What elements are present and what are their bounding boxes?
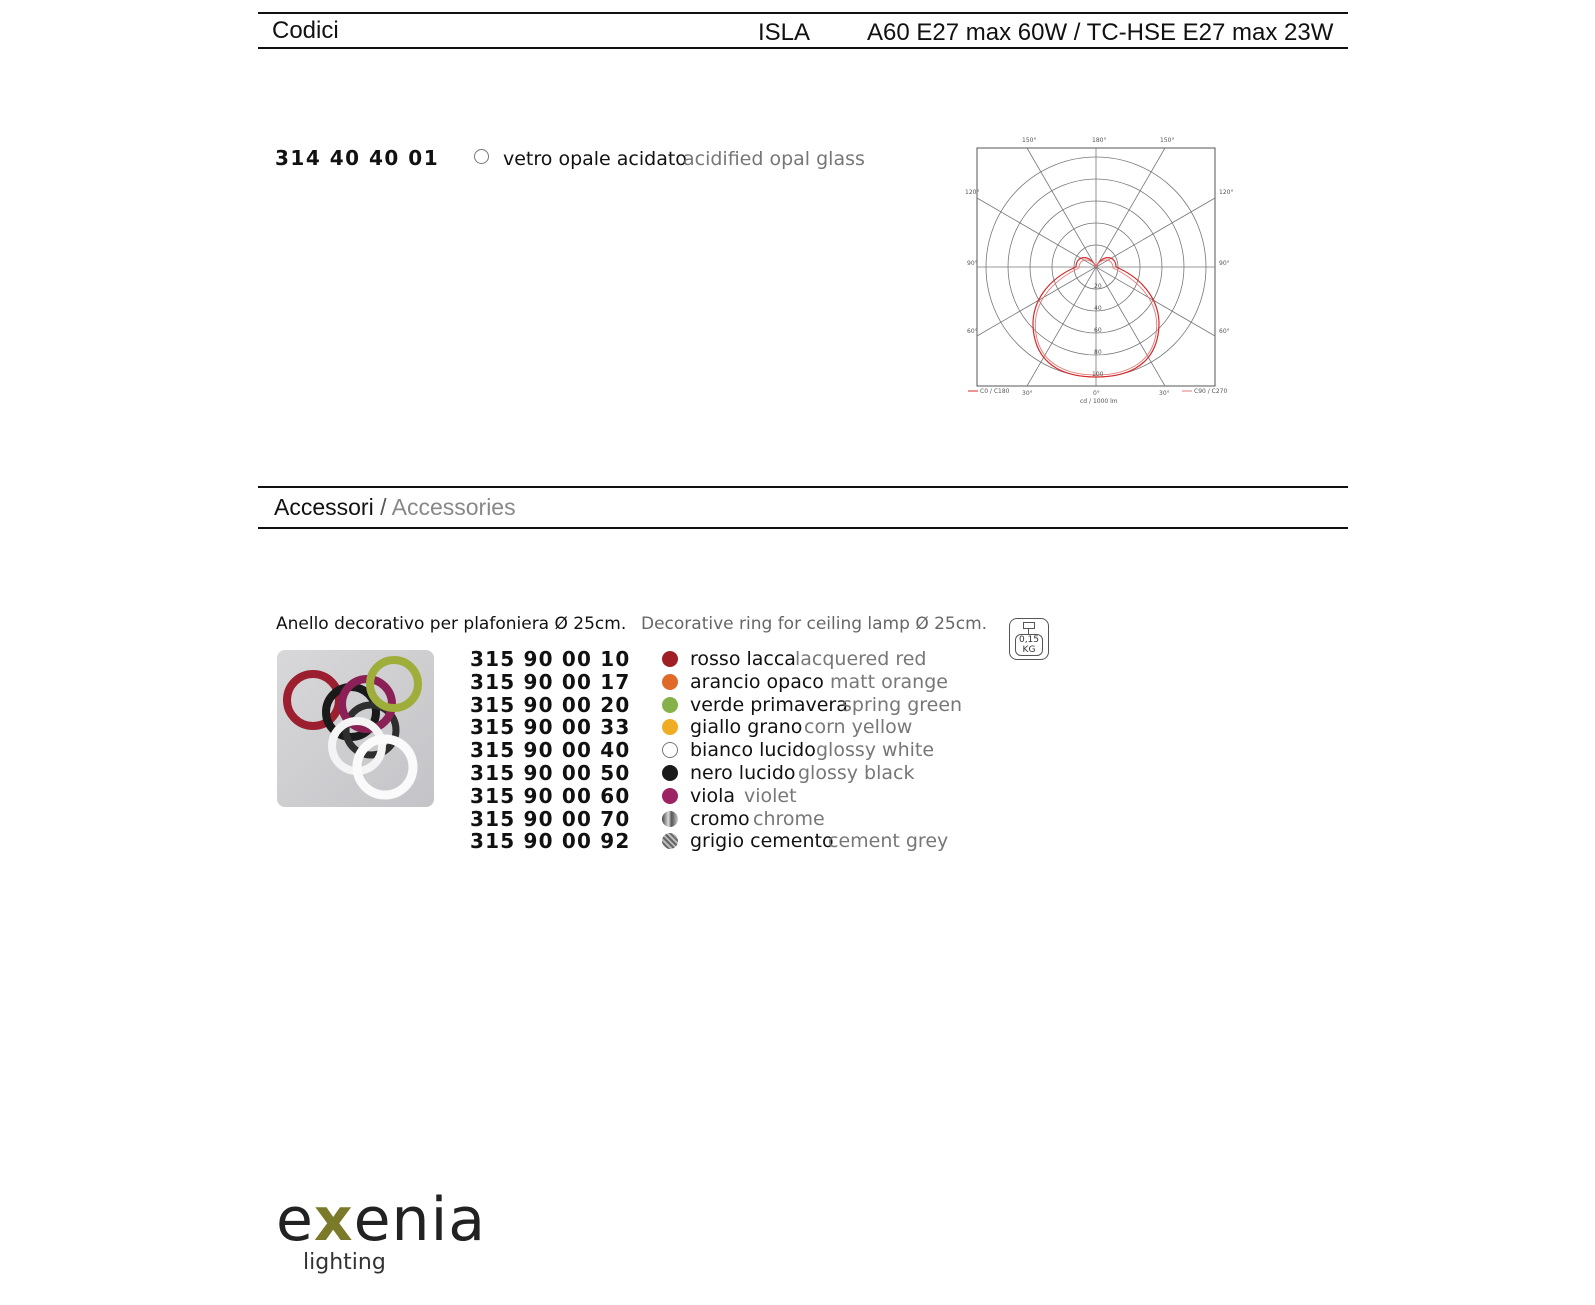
- logo-tagline: lighting: [303, 1250, 386, 1275]
- finish-name-it: rosso lacca: [690, 648, 796, 670]
- finish-name-it: grigio cemento: [690, 830, 834, 853]
- finish-name-en: spring green: [842, 693, 963, 716]
- color-swatch-icon: [662, 788, 678, 804]
- header-top-rule: [258, 12, 1348, 14]
- accessory-code: 315 90 00 60: [470, 783, 631, 808]
- angle-label: 0°: [1093, 390, 1100, 397]
- angle-label: 30°: [1022, 390, 1033, 397]
- accessories-title-separator: /: [380, 494, 387, 520]
- accessory-code: 315 90 00 70: [470, 806, 631, 831]
- angle-label: 150°: [1022, 137, 1037, 144]
- accessory-code: 315 90 00 33: [470, 715, 631, 740]
- angle-label: 90°: [967, 260, 978, 267]
- ring-description-it: Anello decorativo per plafoniera Ø 25cm.: [276, 614, 627, 634]
- finish-name-en: violet: [744, 784, 797, 807]
- color-swatch-icon: [662, 697, 678, 713]
- accessory-code: 315 90 00 40: [470, 738, 631, 763]
- finish-name-it: giallo grano: [690, 716, 803, 739]
- finish-name-it: nero lucido: [690, 762, 796, 784]
- finish-name-en: glossy white: [816, 739, 935, 762]
- finish-name-it: cromo: [690, 807, 750, 830]
- accessory-row: [0, 738, 1000, 761]
- radial-label: 40: [1094, 305, 1102, 312]
- accessory-row: [0, 761, 1000, 784]
- brand-logo: [276, 1185, 487, 1275]
- angle-label: 60°: [967, 328, 978, 335]
- angle-label: 90°: [1219, 260, 1230, 267]
- radial-label: 80: [1094, 349, 1102, 356]
- accessory-code: 315 90 00 92: [470, 829, 631, 854]
- finish-label-en: acidified opal glass: [683, 148, 865, 170]
- logo-letter-e: e: [276, 1185, 314, 1255]
- photometric-diagram: [940, 130, 1240, 420]
- accessory-row: [0, 693, 1000, 716]
- accessory-code: 315 90 00 50: [470, 761, 631, 785]
- product-code: 314 40 40 01: [275, 146, 440, 170]
- color-swatch-icon: [662, 765, 678, 781]
- ring-description-en: Decorative ring for ceiling lamp Ø 25cm.: [641, 614, 988, 634]
- legend-c90-label: C90 / C270: [1194, 388, 1228, 395]
- accessories-title-en: Accessories: [391, 494, 516, 520]
- angle-label: 150°: [1160, 137, 1175, 144]
- accessory-code: 315 90 00 10: [470, 647, 631, 671]
- finish-label-it: vetro opale acidato: [503, 148, 687, 170]
- accessory-row: [0, 784, 1000, 807]
- accessories-title: [274, 494, 516, 521]
- finish-name-en: glossy black: [798, 762, 915, 784]
- legend-c0-label: C0 / C180: [980, 388, 1010, 395]
- opal-glass-swatch-icon: [474, 149, 489, 164]
- finish-name-it: arancio opaco: [690, 670, 824, 693]
- accessories-bottom-rule: [258, 527, 1348, 529]
- accessory-row: [0, 807, 1000, 830]
- accessory-code: 315 90 00 17: [470, 669, 631, 694]
- logo-letters-enia: enia: [353, 1185, 487, 1255]
- accessory-row: [0, 715, 1000, 738]
- logo-letter-x: x: [313, 1185, 354, 1255]
- weight-icon: [1009, 618, 1049, 660]
- accessories-top-rule: [258, 486, 1348, 488]
- header-bottom-rule: [258, 47, 1348, 49]
- weight-unit: KG: [1022, 645, 1036, 655]
- angle-label: 120°: [965, 189, 980, 196]
- accessory-row: [0, 829, 1000, 852]
- color-swatch-icon: [662, 742, 678, 758]
- accessory-row: [0, 647, 1000, 670]
- hanger-icon: [1023, 622, 1035, 629]
- angle-label: 120°: [1219, 189, 1234, 196]
- finish-name-it: viola: [690, 784, 736, 807]
- finish-name-en: cement grey: [828, 830, 949, 853]
- finish-name-en: matt orange: [830, 670, 948, 693]
- angle-label: 60°: [1219, 328, 1230, 335]
- accessory-code: 315 90 00 20: [470, 692, 631, 717]
- radial-label: 20: [1094, 283, 1102, 290]
- accessories-title-it: Accessori: [274, 494, 374, 520]
- finish-name-en: chrome: [753, 807, 825, 830]
- finish-name-it: bianco lucido: [690, 739, 816, 762]
- color-swatch-icon: [662, 833, 678, 849]
- radial-label: 60: [1094, 327, 1102, 334]
- color-swatch-icon: [662, 651, 678, 667]
- finish-name-en: corn yellow: [804, 716, 913, 739]
- radial-label: 100: [1092, 371, 1104, 378]
- model-name: ISLA: [758, 19, 811, 46]
- weight-value: 0,15: [1018, 635, 1040, 645]
- angle-label: 30°: [1159, 390, 1170, 397]
- angle-label: 180°: [1092, 137, 1107, 144]
- lamp-spec: A60 E27 max 60W / TC-HSE E27 max 23W: [867, 19, 1334, 46]
- color-swatch-icon: [662, 811, 678, 827]
- color-swatch-icon: [662, 674, 678, 690]
- section-title: Codici: [272, 17, 339, 44]
- accessory-row: [0, 670, 1000, 693]
- finish-name-it: verde primavera: [690, 693, 848, 716]
- finish-name-en: lacquered red: [795, 648, 927, 670]
- unit-label: cd / 1000 lm: [1080, 398, 1118, 405]
- color-swatch-icon: [662, 719, 678, 735]
